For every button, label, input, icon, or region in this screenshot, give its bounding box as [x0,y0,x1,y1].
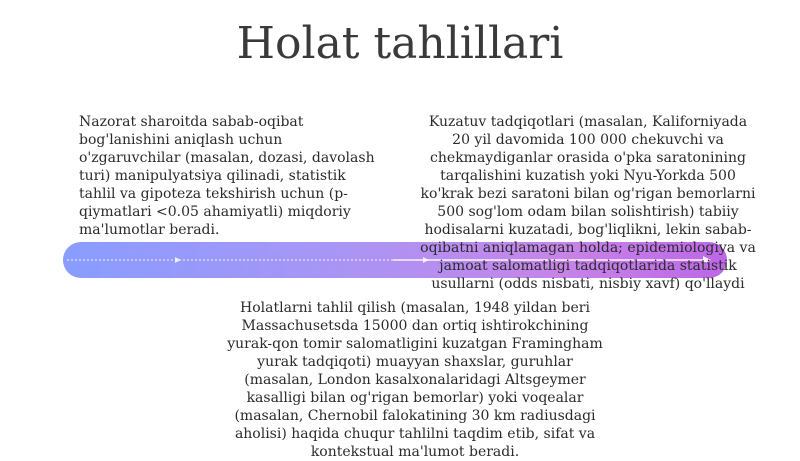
left-text-block: Nazorat sharoitda sabab-oqibat bog'lanishini aniqlash uchun o'zgaruvchilar (masalan, dozasi, davolash turi) manipulyatsiya qilinadi, statistik tahlil va gipoteza tekshirish uchun (p-qiymatlari <0.05 ahamiyatli) miqdoriy ma'lumotlar beradi. [79,114,375,238]
right-text-block: Kuzatuv tadqiqotlari (masalan, Kaliforniyada 20 yil davomida 100 000 chekuvchi va chekmaydiganlar orasida o'pka saratonining tarqalishini kuzatish yoki Nyu-Yorkda 500 ko'krak bezi saratoni bilan og'rigan bemorlarni 500 sog'lom odam bilan solishtirish) tabiiy hodisalarni kuzatadi, bog'liqlikni, lekin sabab-oqibatni aniqlamagan holda; epidemiologiya va jamoat salomatligi tadqiqotlarida statistik usullarni (odds nisbati, nisbiy xavf) qo'llaydi [420,114,756,292]
bottom-text-block: Holatlarni tahlil qilish (masalan, 1948 yildan beri Massachusetsda 15000 dan ortiq ishtirokchining yurak-qon tomir salomatligini kuzatgan Framingham yurak tadqiqoti) muayyan shaxslar, guruhlar (masalan, London kasalxonalaridagi Altsgeymer kasalligi bilan og'rigan bemorlar) yoki voqealar (masalan, Chernobil falokatining 30 km radiusdagi aholisi) haqida chuqur tahlilni taqdim etib, sifat va kontekstual ma'lumot beradi. [227,300,603,460]
slide-title: Holat tahlillari [236,18,564,69]
